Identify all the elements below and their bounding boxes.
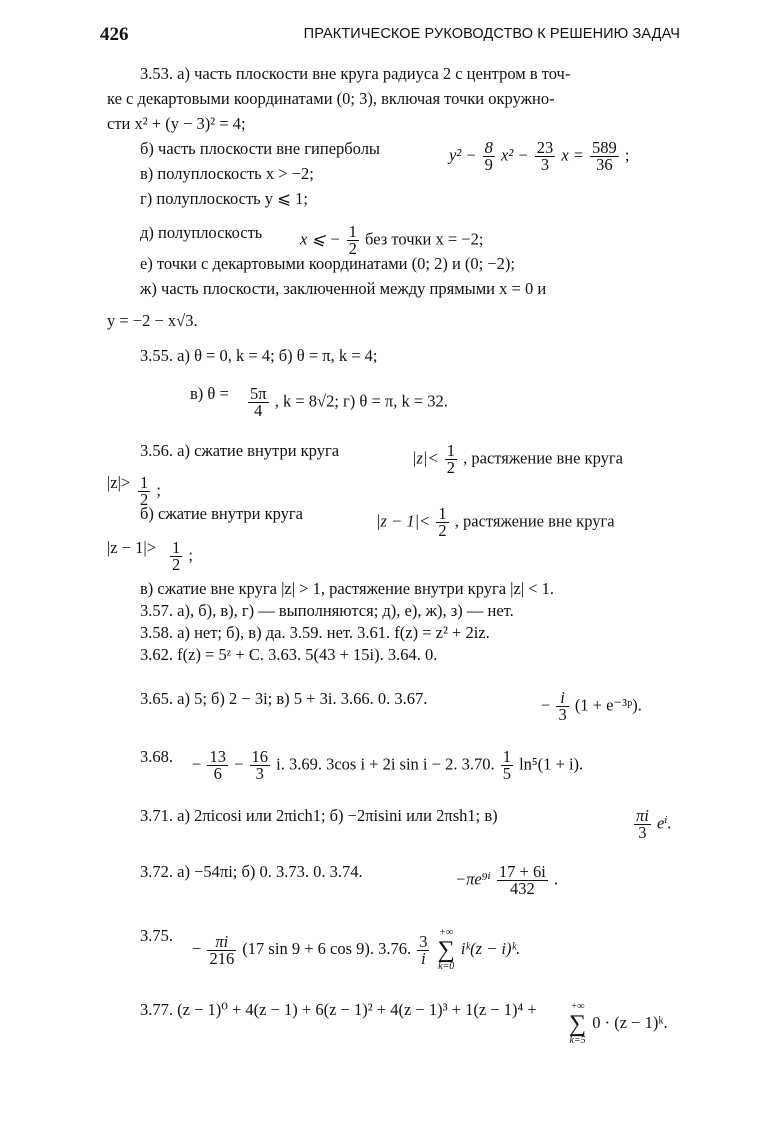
formula-halfplane-d: x ⩽ − $\frac{1}{2}$ без точки x = −2; bbox=[300, 222, 484, 258]
formula-375-376: − $\frac{\pi i}{216}$ (17 sin 9 + 6 cos 9). 3.76. $\frac{3}{i}$ +∞ ∑ k=0 iᵏ(z − i)ᵏ. bbox=[192, 927, 521, 972]
text-line: б) сжатие внутри круга bbox=[140, 504, 304, 523]
formula-374: −πe⁹ⁱ $\frac{17 + 6i}{432}$ . bbox=[455, 862, 559, 898]
text-line: 3.58. а) нет; б), в) да. 3.59. нет. 3.61. f(z) = z² + 2iz. bbox=[140, 623, 490, 642]
text-line: г) полуплоскость y ⩽ 1; bbox=[140, 189, 308, 208]
formula-circle-b2: $\frac{1}{2}$ ; bbox=[172, 538, 193, 574]
text-line: в) θ = bbox=[190, 384, 229, 403]
text-line: y = −2 − x√3. bbox=[107, 311, 198, 330]
sum-sign: +∞ ∑ k=5 bbox=[569, 1001, 587, 1046]
text-line: ке с декартовыми координатами (0; 3), включая точки окружно- bbox=[107, 89, 555, 108]
formula-hyperbola: y² − $\frac{8}{9}$ x² − $\frac{23}{3}$ x = $\frac{589}{36}$ ; bbox=[449, 138, 630, 174]
formula-371v: $\frac{\pi i}{3}$ eⁱ. bbox=[636, 806, 672, 842]
sum-sign: +∞ ∑ k=0 bbox=[437, 927, 455, 972]
page-header bbox=[100, 24, 680, 48]
formula-377: +∞ ∑ k=5 0 · (z − 1)ᵏ. bbox=[569, 1001, 668, 1046]
formula-circle-a: |z|< $\frac{1}{2}$ , растяжение вне круга bbox=[412, 441, 623, 477]
running-title: ПРАКТИЧЕСКОЕ РУКОВОДСТВО К РЕШЕНИЮ ЗАДАЧ bbox=[303, 26, 680, 42]
text-line: |z|> bbox=[107, 473, 131, 492]
text-line: 3.75. bbox=[140, 926, 173, 945]
text-line: в) сжатие вне круга |z| > 1, растяжение внутри круга |z| < 1. bbox=[140, 579, 555, 598]
text-line: 3.53. а) часть плоскости вне круга радиуса 2 с центром в точ- bbox=[140, 64, 571, 83]
formula-circle-b: |z − 1|< $\frac{1}{2}$ , растяжение вне круга bbox=[376, 504, 615, 540]
text-line: 3.56. а) сжатие внутри круга bbox=[140, 441, 340, 460]
text-line: 3.77. (z − 1)⁰ + 4(z − 1) + 6(z − 1)² + 4(z − 1)³ + 1(z − 1)⁴ + bbox=[140, 1000, 537, 1019]
text-line: ж) часть плоскости, заключенной между прямыми x = 0 и bbox=[140, 279, 547, 298]
text-line: 3.72. а) −54πi; б) 0. 3.73. 0. 3.74. bbox=[140, 862, 363, 881]
text-line: д) полуплоскость bbox=[140, 223, 263, 242]
text-line: в) полуплоскость x > −2; bbox=[140, 164, 314, 183]
formula-theta-v: $\frac{5\pi}{4}$ , k = 8√2; г) θ = π, k = 32. bbox=[250, 384, 448, 420]
text-line: сти x² + (y − 3)² = 4; bbox=[107, 114, 246, 133]
page-number: 426 bbox=[100, 24, 129, 45]
formula-367: − $\frac{i}{3}$ (1 + e⁻³ᵖ). bbox=[541, 688, 642, 724]
text-line: е) точки с декартовыми координатами (0; 2) и (0; −2); bbox=[140, 254, 515, 273]
text-line: 3.55. а) θ = 0, k = 4; б) θ = π, k = 4; bbox=[140, 346, 378, 365]
text-line: |z − 1|> bbox=[107, 538, 157, 557]
text-line: 3.62. f(z) = 5ᶻ + C. 3.63. 5(43 + 15i). 3.64. 0. bbox=[140, 645, 438, 664]
text-line: 3.57. а), б), в), г) — выполняются; д), е), ж), з) — нет. bbox=[140, 601, 514, 620]
text-line: 3.65. а) 5; б) 2 − 3i; в) 5 + 3i. 3.66. 0. 3.67. bbox=[140, 689, 428, 708]
text-line: 3.71. а) 2πicosi или 2πich1; б) −2πisini или 2πsh1; в) bbox=[140, 806, 498, 825]
text-line: б) часть плоскости вне гиперболы bbox=[140, 139, 381, 158]
formula-circle-a2: $\frac{1}{2}$ ; bbox=[140, 473, 161, 509]
text-line: 3.68. bbox=[140, 747, 173, 766]
formula-368-370: − $\frac{13}{6}$ − $\frac{16}{3}$ i. 3.69. 3cos i + 2i sin i − 2. 3.70. $\frac{1}{5}$ ln⁵(1 + i). bbox=[192, 747, 584, 783]
